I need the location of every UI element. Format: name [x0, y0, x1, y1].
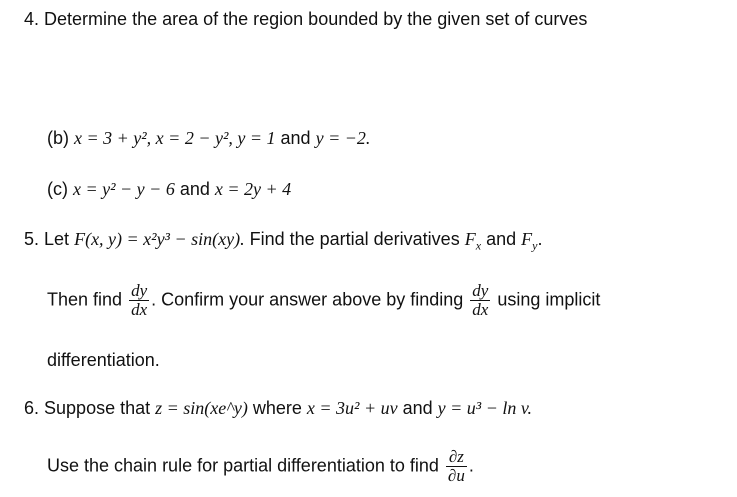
- question-6-line-2: [47, 448, 474, 485]
- question-6-x-equation: x = 3u² + uv: [306, 398, 398, 418]
- dy-dx-numerator-2: dy: [472, 281, 489, 300]
- question-4-number: 4.: [24, 9, 40, 29]
- question-5-let: Let: [44, 229, 70, 249]
- question-5-period: .: [537, 229, 543, 249]
- question-6-where: where: [252, 398, 302, 418]
- question-5-confirm: . Confirm your answer above by finding: [151, 289, 464, 310]
- question-5-number: 5.: [24, 229, 40, 249]
- question-6-chain-rule: Use the chain rule for partial differentiation to find: [47, 455, 439, 476]
- question-5-function: F(x, y) = x²y³ − sin(xy).: [74, 229, 245, 249]
- question-5-line-1: [24, 228, 542, 257]
- question-5-using-implicit: using implicit: [497, 289, 601, 310]
- question-5-line-2: [47, 282, 600, 319]
- question-5-then-find: Then find: [47, 289, 123, 310]
- question-4c-equation-1: x = y² − y − 6: [73, 179, 175, 199]
- question-4b-and: and: [280, 128, 311, 148]
- dz-du-numerator: ∂z: [446, 448, 467, 467]
- dy-dx-numerator: dy: [131, 281, 148, 300]
- dz-du-denominator: ∂u: [447, 466, 465, 485]
- question-6-number: 6.: [24, 398, 40, 418]
- dz-du-fraction: [446, 448, 467, 485]
- question-5-fx: $F_x$: [464, 229, 482, 253]
- dy-dx-denominator-2: dx: [472, 300, 489, 319]
- question-6-period: .: [468, 455, 474, 476]
- question-4: [24, 8, 587, 30]
- question-5-differentiation: differentiation.: [47, 350, 160, 370]
- question-4b-equations: x = 3 + y², x = 2 − y², y = 1: [74, 128, 276, 148]
- dy-dx-fraction-2: [470, 282, 490, 319]
- question-4b-equation-last: y = −2.: [315, 128, 371, 148]
- question-6-and: and: [402, 398, 433, 418]
- dy-dx-fraction: [129, 282, 149, 319]
- question-4b: [47, 127, 370, 149]
- question-4-text: Determine the area of the region bounded by the given set of curves: [44, 9, 588, 29]
- question-5-and: and: [486, 229, 517, 249]
- question-6-suppose: Suppose that: [44, 398, 151, 418]
- question-5-instruction: Find the partial derivatives: [249, 229, 460, 249]
- question-5-line-3: [47, 349, 160, 371]
- dy-dx-denominator: dx: [131, 300, 148, 319]
- question-6-y-equation: y = u³ − ln v.: [437, 398, 533, 418]
- question-4c-and: and: [179, 179, 210, 199]
- question-4c-equation-2: x = 2y + 4: [214, 179, 292, 199]
- question-4b-label: (b): [47, 128, 69, 148]
- question-4c-label: (c): [47, 179, 68, 199]
- question-6-line-1: [24, 397, 532, 419]
- question-6-z-equation: z = sin(xe^y): [155, 398, 248, 418]
- question-5-fy: $F_y$: [521, 229, 538, 253]
- question-4c: [47, 178, 291, 200]
